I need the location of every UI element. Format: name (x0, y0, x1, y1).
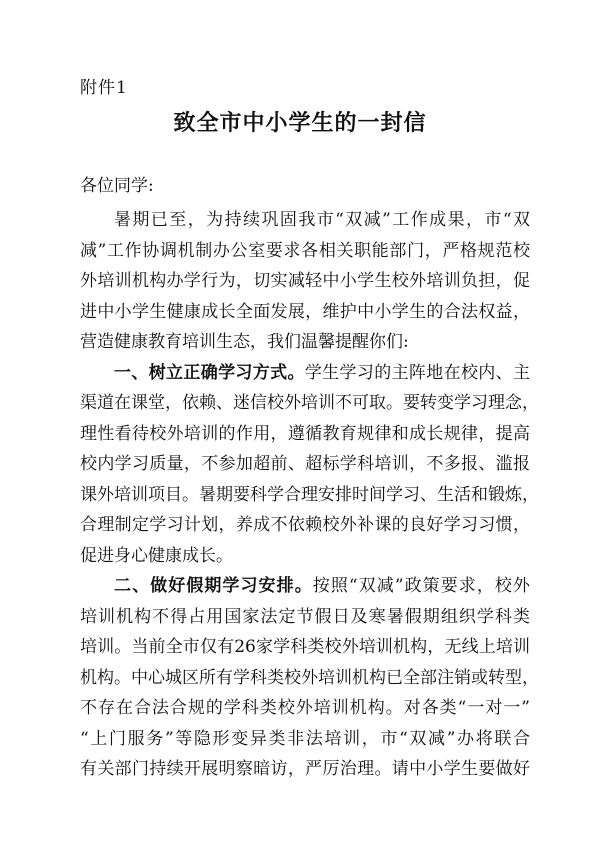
text-line (80, 205, 530, 236)
line-text: 减”工作协调机制办公室要求各相关职能部门，严格规范校 (80, 240, 530, 261)
text-line (80, 632, 530, 663)
text-line (80, 327, 530, 358)
text-line (80, 754, 530, 785)
line-text: 机构。中心城区所有学科类校外培训机构已全部注销或转型， (80, 667, 539, 688)
paragraph (80, 571, 539, 785)
text-line (80, 541, 530, 572)
text-line (80, 510, 530, 541)
text-line (80, 571, 530, 602)
section-heading: 二、做好假期学习安排。 (114, 576, 313, 596)
line-text: 有关部门持续开展明察暗访，严厉治理。请中小学生要做好 (80, 759, 530, 779)
text-line (80, 663, 539, 694)
line-text: “上门服务”等隐形变异类非法培训，市“双减”办将联合 (80, 728, 530, 749)
greeting: 各位同学: (80, 176, 154, 196)
line-text: 暑期已至，为持续巩固我市“双减”工作成果，市“双 (114, 210, 530, 230)
paragraph (80, 205, 530, 358)
attachment-label: 附件1 (80, 78, 128, 98)
text-line (80, 480, 539, 511)
text-line (80, 236, 530, 267)
text-line (80, 724, 530, 755)
line-text: 理性看待校外培训的作用，遵循教育规律和成长规律，提高 (80, 423, 530, 444)
text-line (80, 449, 530, 480)
line-text: 合理制定学习计划，养成不依赖校外补课的良好学习习惯， (80, 515, 530, 535)
text-line (80, 602, 530, 633)
section-heading: 一、树立正确学习方式。 (114, 362, 305, 383)
line-text: 进中小学生健康成长全面发展，维护中小学生的合法权益， (80, 301, 530, 322)
line-text: 促进身心健康成长。 (80, 545, 233, 566)
line-text: 外培训机构办学行为，切实减轻中小学生校外培训负担，促 (80, 271, 530, 291)
paragraph (80, 358, 539, 572)
text-line (80, 419, 530, 450)
letter-body (80, 205, 539, 785)
text-line (80, 693, 530, 724)
text-line (80, 358, 530, 389)
line-text: 培训机构不得占用国家法定节假日及寒暑假期组织学科类 (80, 606, 530, 627)
text-line (80, 297, 530, 328)
line-text: 营造健康教育培训生态，我们温馨提醒你们: (80, 332, 409, 352)
text-line (80, 388, 539, 419)
line-text: 课外培训项目。暑期要科学合理安排时间学习、生活和锻炼， (80, 484, 539, 505)
text-line (80, 266, 530, 297)
line-text: 学生学习的主阵地在校内、主 (304, 362, 531, 383)
line-text: 校内学习质量，不参加超前、超标学科培训，不多报、滥报 (80, 454, 530, 474)
letter-title: 致全市中小学生的一封信 (173, 110, 427, 136)
line-text: 渠道在课堂，依赖、迷信校外培训不可取。要转变学习理念， (80, 393, 539, 413)
line-text: 培训。当前全市仅有26家学科类校外培训机构，无线上培训 (80, 637, 530, 657)
line-text: 按照“双减”政策要求，校外 (312, 576, 531, 596)
line-text: 不存在合法合规的学科类校外培训机构。对各类“一对一” (80, 698, 530, 718)
